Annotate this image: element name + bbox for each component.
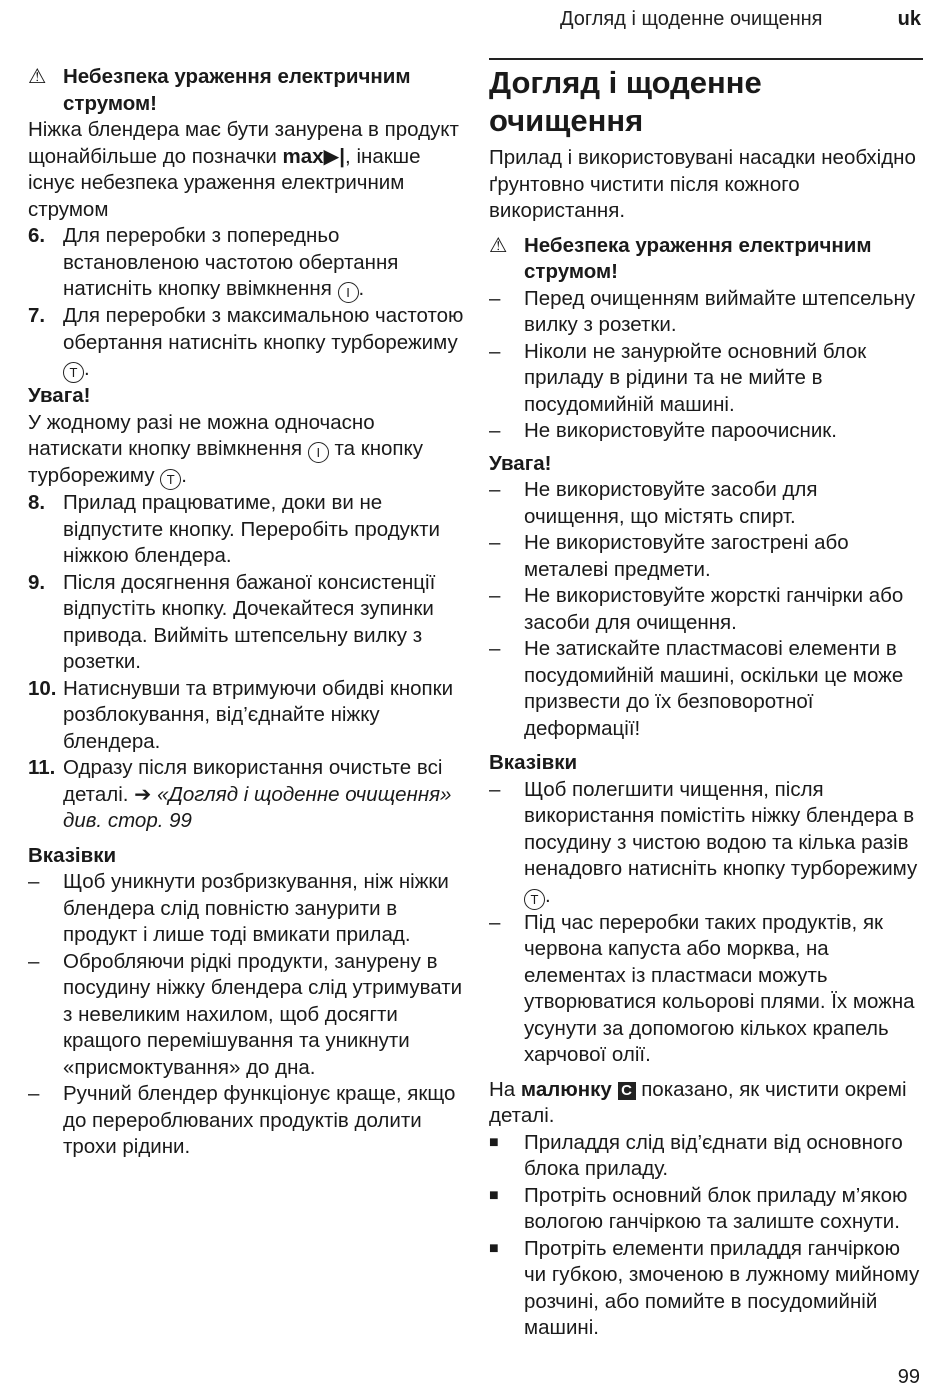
step-6: 6. Для переробки з попередньо встановленою частотою обертання натисніть кнопку ввімкнення I . <box>28 223 464 303</box>
max-arrow-icon: ▶| <box>323 144 346 168</box>
warning-block <box>28 64 464 117</box>
cross-reference-link[interactable]: «Догляд і щоденне очищення» див. стор. 99 <box>63 782 452 832</box>
right-column <box>489 58 923 1342</box>
list-item: ■ Протріть основний блок приладу м’якою вологою ганчіркою та залиште сохнути. <box>489 1183 923 1236</box>
list-item: – Ніколи не занурюйте основний блок приладу в рідини та не мийте в посудомийній машині. <box>489 339 867 416</box>
square-bullet-icon: ■ <box>489 1186 499 1204</box>
left-column <box>28 64 464 1161</box>
list-item: ■ Приладдя слід від’єднати від основного блока приладу. <box>489 1130 923 1183</box>
running-header-title: Догляд і щоденне очищення <box>560 8 823 30</box>
step-9: 9. Після досягнення бажаної консистенції відпустіть кнопку. Дочекайтеся зупинки привода. Вийміть штепсельну вилку з розетки. <box>28 570 436 673</box>
intro-text: Прилад і використовувані насадки необхідно ґрунтовно чистити після кожного використання. <box>489 146 916 222</box>
list-item: – Під час переробки таких продуктів, як червона капуста або морква, на елементах із пластмаси можуть утворюватися кольорові плями. Їх можна усунути за допомогою кількох крапель харчової олії. <box>489 910 915 1066</box>
step-7: 7. Для переробки з максимальною частотою обертання натисніть кнопку турборежиму T . <box>28 303 464 383</box>
list-item: – Не використовуйте жорсткі ганчірки або засоби для очищення. <box>489 584 904 634</box>
step-11: 11. Одразу після використання очистьте всі деталі. ➔ «Догляд і щоденне очищення» див. стор. 99 <box>28 756 452 832</box>
list-item: – Не використовуйте засоби для очищення, що містять спирт. <box>489 478 818 528</box>
warning-triangle-icon: ⚠ <box>489 233 508 257</box>
power-button-icon: I <box>338 282 359 303</box>
step-10: 10. Натиснувши та втримуючи обидві кнопки розблокування, від’єднайте ніжку блендера. <box>28 676 454 753</box>
square-bullet-icon: ■ <box>489 1133 499 1151</box>
list-item: – Щоб полегшити чищення, після використання помістіть ніжку блендера в посудину з чистою водою та кілька разів ненадовго натисніть кнопку турборежиму T . <box>489 777 923 910</box>
warning-triangle-icon: ⚠ <box>28 65 47 88</box>
page-number: 99 <box>897 1365 920 1388</box>
turbo-button-icon: T <box>63 362 84 383</box>
step-8: 8. Прилад працюватиме, доки ви не відпустите кнопку. Переробіть продукти ніжкою блендера. <box>28 491 440 567</box>
square-bullet-icon: ■ <box>489 1239 499 1257</box>
attention-title: Увага! <box>489 451 552 475</box>
max-mark: max <box>282 144 324 168</box>
notes-title: Вказівки <box>489 751 578 774</box>
warning-text: Ніжка блендера має бути занурена в продукт щонайбільше до позначки max▶|, інакше існує небезпека ураження електричним струмом <box>28 118 459 221</box>
attention-title: Увага! <box>28 384 91 407</box>
list-item: – Щоб уникнути розбризкування, ніж ніжки блендера слід повністю занурити в продукт і лише тоді вмикати прилад. <box>28 870 449 946</box>
list-item: – Ручний блендер функціонує краще, якщо до перероблюваних продуктів долити трохи рідини. <box>28 1082 456 1158</box>
figure-c-label: C <box>618 1082 636 1100</box>
attention-text: У жодному разі не можна одночасно натискати кнопку ввімкнення I та кнопку турборежиму T . <box>28 410 464 491</box>
warning-block <box>489 233 923 286</box>
warning-title: Небезпека ураження електричним струмом! <box>524 233 872 283</box>
arrow-right-icon: ➔ <box>134 782 152 806</box>
list-item: – Перед очищенням виймайте штепсельну вилку з розетки. <box>489 286 916 336</box>
turbo-button-icon: T <box>524 889 545 910</box>
list-item: – Не затискайте пластмасові елементи в посудомийній машині, оскільки це може призвести до їх безповоротної деформації! <box>489 637 904 740</box>
power-button-icon: I <box>308 442 329 463</box>
turbo-button-icon: T <box>160 469 181 490</box>
list-item: – Обробляючи рідкі продукти, занурену в посудину ніжку блендера слід утримувати з невеликим нахилом, щоб досягти кращого перемішування та уникнути «присмоктування» до дна. <box>28 949 463 1079</box>
list-item: – Не використовуйте пароочисник. <box>489 419 837 442</box>
figure-reference: На малюнку C показано, як чистити окремі деталі. <box>489 1077 907 1127</box>
notes-title: Вказівки <box>28 843 117 867</box>
warning-title: Небезпека ураження електричним струмом! <box>63 65 411 115</box>
list-item: ■ Протріть елементи приладдя ганчіркою чи губкою, змоченою в лужному мийному розчині, або помийте в посудомийній машині. <box>489 1236 923 1342</box>
list-item: – Не використовуйте загострені або металеві предмети. <box>489 531 849 581</box>
section-title: Догляд і щоденне очищення <box>489 65 762 138</box>
language-code: uk <box>897 8 921 30</box>
